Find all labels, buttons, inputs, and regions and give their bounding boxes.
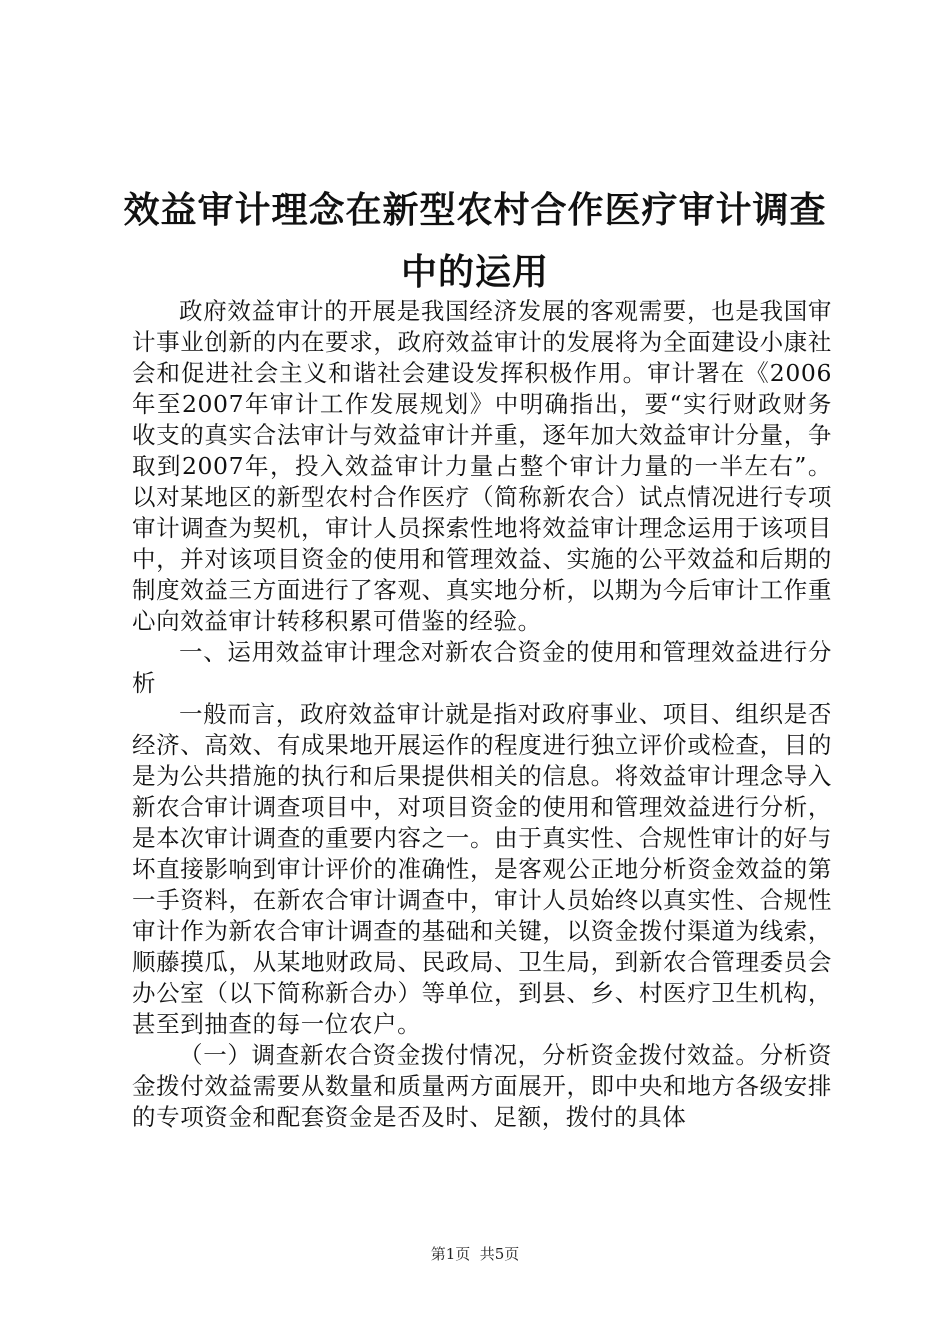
page-footer	[0, 1244, 950, 1264]
page-number: 第1页 共5页	[430, 1245, 520, 1263]
document-title: 效益审计理念在新型农村合作医疗审计调查中的运用	[123, 190, 827, 293]
section-heading-1: 一、运用效益审计理念对新农合资金的使用和管理效益进行分析	[132, 638, 832, 697]
paragraph-section-1: 一般而言，政府效益审计就是指对政府事业、项目、组织是否经济、高效、有成果地开展运作的程度进行独立评价或检查，目的是为公共措施的执行和后果提供相关的信息。将效益审计理念导入新农合审计调查项目中，对项目资金的使用和管理效益进行分析，是本次审计调查的重要内容之一。由于真实性、合规性审计的好与坏直接影响到审计评价的准确性，是客观公正地分析资金效益的第一手资料，在新农合审计调查中，审计人员始终以真实性、合规性审计作为新农合审计调查的基础和关键，以资金拨付渠道为线索，顺藤摸瓜，从某地财政局、民政局、卫生局，到新农合管理委员会办公室（以下简称新合办）等单位，到县、乡、村医疗卫生机构，甚至到抽查的每一位农户。	[132, 700, 832, 1038]
document-body	[132, 296, 832, 1133]
paragraph-subsection-1: （一）调查新农合资金拨付情况，分析资金拨付效益。分析资金拨付效益需要从数量和质量两方面展开，即中央和地方各级安排的专项资金和配套资金是否及时、足额，拨付的具体	[132, 1041, 832, 1131]
paragraph-intro: 政府效益审计的开展是我国经济发展的客观需要，也是我国审计事业创新的内在要求，政府效益审计的发展将为全面建设小康社会和促进社会主义和谐社会建设发挥积极作用。审计署在《2006年至2007年审计工作发展规划》中明确指出，要“实行财政财务收支的真实合法审计与效益审计并重，逐年加大效益审计分量，争取到2007年，投入效益审计力量占整个审计力量的一半左右”。以对某地区的新型农村合作医疗（简称新农合）试点情况进行专项审计调查为契机，审计人员探索性地将效益审计理念运用于该项目中，并对该项目资金的使用和管理效益、实施的公平效益和后期的制度效益三方面进行了客观、真实地分析，以期为今后审计工作重心向效益审计转移积累可借鉴的经验。	[132, 297, 832, 635]
